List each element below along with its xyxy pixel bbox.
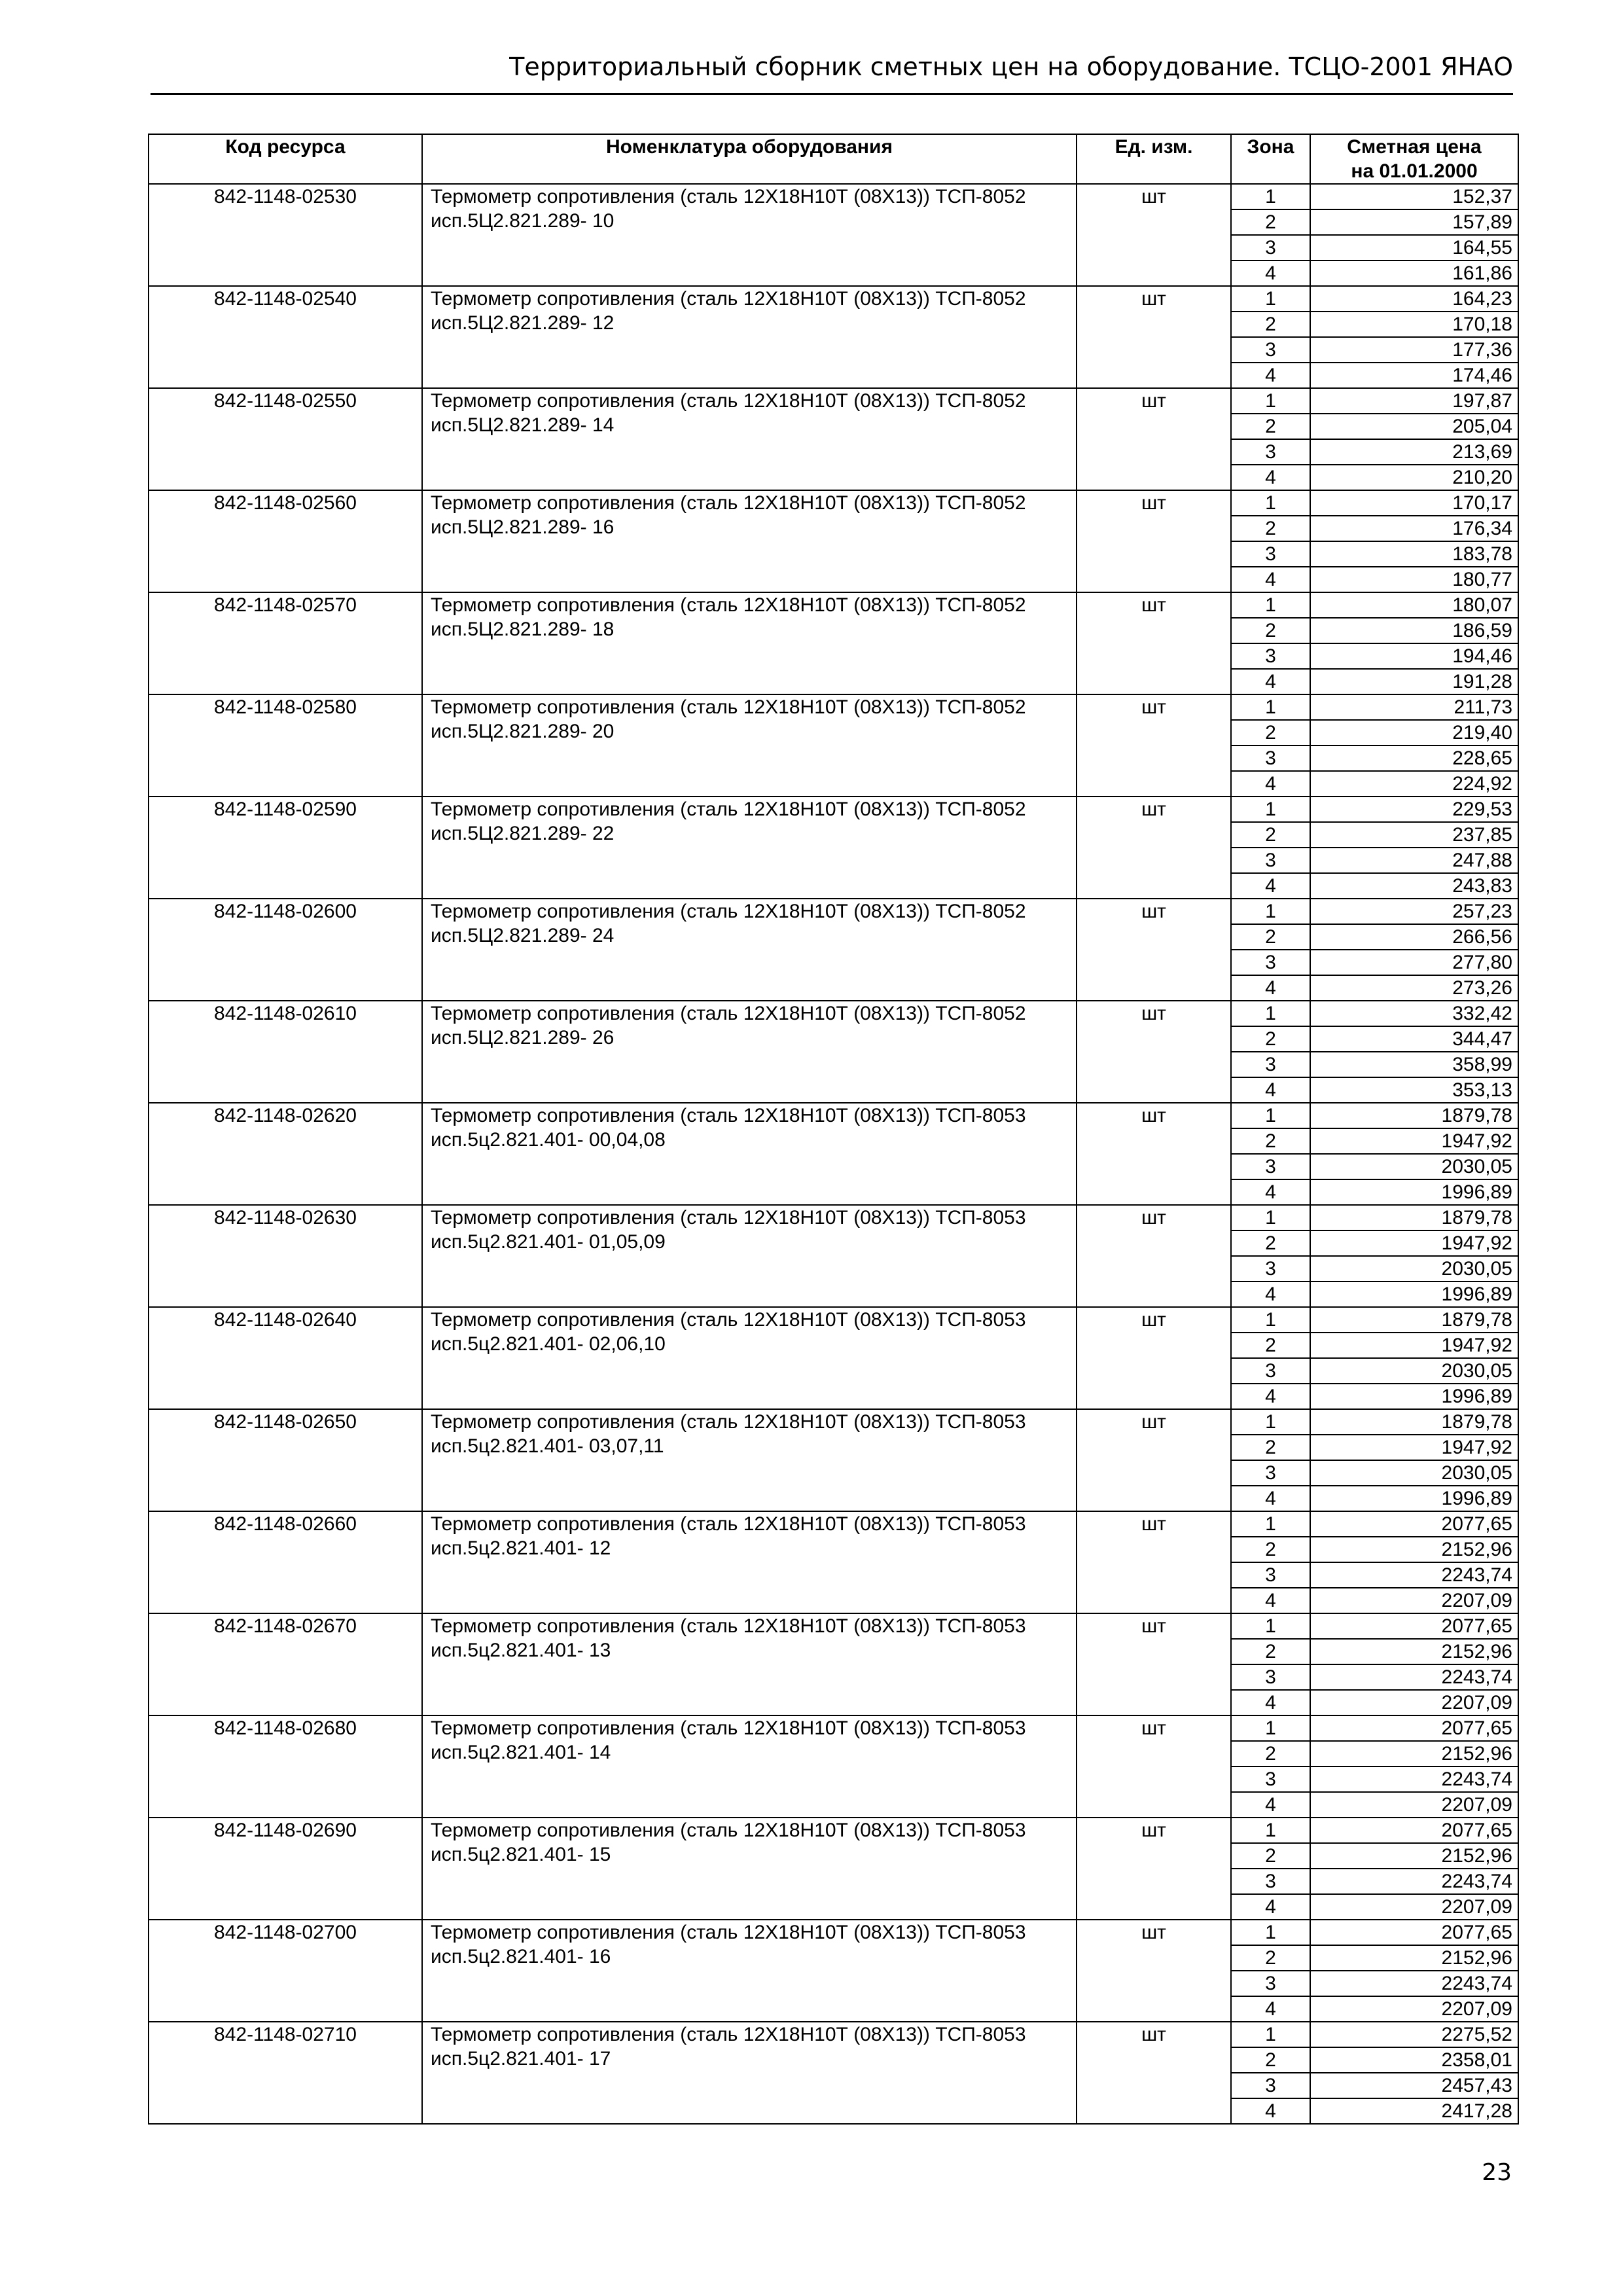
column-header-zone: Зона (1231, 134, 1310, 184)
zone-cell: 3 (1231, 1256, 1310, 1282)
zone-cell: 1 (1231, 1920, 1310, 1945)
zone-cell: 4 (1231, 771, 1310, 797)
column-header-price-line1: Сметная цена (1347, 136, 1482, 158)
unit-cell: шт (1077, 184, 1231, 286)
price-cell: 2243,74 (1310, 1664, 1518, 1690)
price-cell: 228,65 (1310, 745, 1518, 771)
zone-cell: 2 (1231, 1843, 1310, 1869)
zone-cell: 4 (1231, 873, 1310, 899)
zone-cell: 3 (1231, 643, 1310, 669)
zone-cell: 2 (1231, 924, 1310, 950)
resource-code-cell: 842-1148-02570 (149, 592, 422, 694)
price-cell: 277,80 (1310, 950, 1518, 975)
price-cell: 174,46 (1310, 363, 1518, 388)
equipment-name-cell: Термометр сопротивления (сталь 12Х18Н10Т (08Х13)) ТСП-8052 исп.5Ц2.821.289- 22 (422, 797, 1077, 899)
price-table (148, 134, 1519, 2125)
price-cell: 157,89 (1310, 209, 1518, 235)
zone-cell: 4 (1231, 975, 1310, 1001)
zone-cell: 2 (1231, 1435, 1310, 1460)
zone-cell: 1 (1231, 2022, 1310, 2047)
unit-cell: шт (1077, 797, 1231, 899)
price-cell: 2077,65 (1310, 1511, 1518, 1537)
zone-cell: 1 (1231, 1818, 1310, 1843)
table-row (149, 899, 1518, 924)
table-row (149, 1818, 1518, 1843)
zone-cell: 3 (1231, 1664, 1310, 1690)
unit-cell: шт (1077, 1715, 1231, 1818)
price-cell: 197,87 (1310, 388, 1518, 414)
zone-cell: 4 (1231, 1588, 1310, 1613)
zone-cell: 1 (1231, 1307, 1310, 1333)
zone-cell: 1 (1231, 694, 1310, 720)
price-cell: 2152,96 (1310, 1639, 1518, 1664)
table-row (149, 286, 1518, 312)
resource-code-cell: 842-1148-02610 (149, 1001, 422, 1103)
unit-cell: шт (1077, 1511, 1231, 1613)
zone-cell: 3 (1231, 439, 1310, 465)
column-header-price-line2: на 01.01.2000 (1351, 160, 1478, 182)
price-cell: 358,99 (1310, 1052, 1518, 1077)
price-cell: 266,56 (1310, 924, 1518, 950)
resource-code-cell: 842-1148-02530 (149, 184, 422, 286)
equipment-name-cell: Термометр сопротивления (сталь 12Х18Н10Т (08Х13)) ТСП-8053 исп.5ц2.821.401- 01,05,09 (422, 1205, 1077, 1307)
zone-cell: 2 (1231, 1945, 1310, 1971)
price-cell: 213,69 (1310, 439, 1518, 465)
price-cell: 344,47 (1310, 1026, 1518, 1052)
price-cell: 183,78 (1310, 541, 1518, 567)
zone-cell: 1 (1231, 1409, 1310, 1435)
unit-cell: шт (1077, 1307, 1231, 1409)
unit-cell: шт (1077, 592, 1231, 694)
table-row (149, 1920, 1518, 1945)
resource-code-cell: 842-1148-02550 (149, 388, 422, 490)
zone-cell: 3 (1231, 1869, 1310, 1894)
price-cell: 2077,65 (1310, 1818, 1518, 1843)
price-cell: 180,77 (1310, 567, 1518, 592)
equipment-name-cell: Термометр сопротивления (сталь 12Х18Н10Т (08Х13)) ТСП-8053 исп.5ц2.821.401- 15 (422, 1818, 1077, 1920)
unit-cell: шт (1077, 1409, 1231, 1511)
zone-cell: 2 (1231, 1333, 1310, 1358)
equipment-name-cell: Термометр сопротивления (сталь 12Х18Н10Т (08Х13)) ТСП-8053 исп.5ц2.821.401- 16 (422, 1920, 1077, 2022)
zone-cell: 1 (1231, 1001, 1310, 1026)
equipment-name-cell: Термометр сопротивления (сталь 12Х18Н10Т (08Х13)) ТСП-8052 исп.5Ц2.821.289- 24 (422, 899, 1077, 1001)
price-cell: 2077,65 (1310, 1920, 1518, 1945)
price-cell: 1947,92 (1310, 1333, 1518, 1358)
zone-cell: 4 (1231, 1282, 1310, 1307)
column-header-name: Номенклатура оборудования (422, 134, 1077, 184)
price-cell: 2207,09 (1310, 1996, 1518, 2022)
zone-cell: 2 (1231, 2047, 1310, 2073)
table-row (149, 694, 1518, 720)
price-cell: 332,42 (1310, 1001, 1518, 1026)
price-cell: 219,40 (1310, 720, 1518, 745)
price-cell: 224,92 (1310, 771, 1518, 797)
zone-cell: 2 (1231, 720, 1310, 745)
table-row (149, 1613, 1518, 1639)
zone-cell: 1 (1231, 1715, 1310, 1741)
equipment-name-cell: Термометр сопротивления (сталь 12Х18Н10Т (08Х13)) ТСП-8053 исп.5ц2.821.401- 02,06,10 (422, 1307, 1077, 1409)
table-header-row (149, 134, 1518, 184)
equipment-name-cell: Термометр сопротивления (сталь 12Х18Н10Т (08Х13)) ТСП-8053 исп.5ц2.821.401- 14 (422, 1715, 1077, 1818)
table-row (149, 490, 1518, 516)
price-cell: 1996,89 (1310, 1486, 1518, 1511)
price-cell: 2243,74 (1310, 1971, 1518, 1996)
zone-cell: 2 (1231, 1639, 1310, 1664)
zone-cell: 3 (1231, 1971, 1310, 1996)
zone-cell: 2 (1231, 312, 1310, 337)
unit-cell: шт (1077, 899, 1231, 1001)
table-row (149, 592, 1518, 618)
price-cell: 1947,92 (1310, 1435, 1518, 1460)
unit-cell: шт (1077, 1920, 1231, 2022)
zone-cell: 2 (1231, 618, 1310, 643)
zone-cell: 2 (1231, 516, 1310, 541)
zone-cell: 3 (1231, 2073, 1310, 2098)
zone-cell: 3 (1231, 1052, 1310, 1077)
price-cell: 2207,09 (1310, 1792, 1518, 1818)
price-cell: 194,46 (1310, 643, 1518, 669)
equipment-name-cell: Термометр сопротивления (сталь 12Х18Н10Т (08Х13)) ТСП-8052 исп.5Ц2.821.289- 26 (422, 1001, 1077, 1103)
price-cell: 1996,89 (1310, 1179, 1518, 1205)
price-cell: 2030,05 (1310, 1256, 1518, 1282)
equipment-name-cell: Термометр сопротивления (сталь 12Х18Н10Т (08Х13)) ТСП-8053 исп.5ц2.821.401- 13 (422, 1613, 1077, 1715)
price-cell: 1879,78 (1310, 1307, 1518, 1333)
zone-cell: 1 (1231, 286, 1310, 312)
zone-cell: 3 (1231, 848, 1310, 873)
zone-cell: 2 (1231, 1230, 1310, 1256)
price-cell: 2243,74 (1310, 1869, 1518, 1894)
zone-cell: 3 (1231, 1767, 1310, 1792)
zone-cell: 4 (1231, 1894, 1310, 1920)
equipment-name-cell: Термометр сопротивления (сталь 12Х18Н10Т (08Х13)) ТСП-8052 исп.5Ц2.821.289- 12 (422, 286, 1077, 388)
price-cell: 2457,43 (1310, 2073, 1518, 2098)
column-header-price (1310, 134, 1518, 184)
zone-cell: 4 (1231, 363, 1310, 388)
zone-cell: 4 (1231, 1077, 1310, 1103)
price-cell: 2207,09 (1310, 1894, 1518, 1920)
zone-cell: 3 (1231, 950, 1310, 975)
zone-cell: 4 (1231, 260, 1310, 286)
table-row (149, 1511, 1518, 1537)
price-cell: 176,34 (1310, 516, 1518, 541)
resource-code-cell: 842-1148-02690 (149, 1818, 422, 1920)
unit-cell: шт (1077, 286, 1231, 388)
price-cell: 170,18 (1310, 312, 1518, 337)
price-cell: 164,55 (1310, 235, 1518, 260)
zone-cell: 3 (1231, 1460, 1310, 1486)
equipment-name-cell: Термометр сопротивления (сталь 12Х18Н10Т (08Х13)) ТСП-8053 исп.5ц2.821.401- 00,04,08 (422, 1103, 1077, 1205)
price-cell: 2030,05 (1310, 1154, 1518, 1179)
zone-cell: 4 (1231, 2098, 1310, 2124)
price-cell: 353,13 (1310, 1077, 1518, 1103)
column-header-unit: Ед. изм. (1077, 134, 1231, 184)
equipment-name-cell: Термометр сопротивления (сталь 12Х18Н10Т (08Х13)) ТСП-8052 исп.5Ц2.821.289- 18 (422, 592, 1077, 694)
price-cell: 2030,05 (1310, 1358, 1518, 1384)
zone-cell: 1 (1231, 899, 1310, 924)
table-row (149, 1205, 1518, 1230)
zone-cell: 4 (1231, 1792, 1310, 1818)
resource-code-cell: 842-1148-02700 (149, 1920, 422, 2022)
table-row (149, 1103, 1518, 1128)
column-header-code: Код ресурса (149, 134, 422, 184)
resource-code-cell: 842-1148-02600 (149, 899, 422, 1001)
price-cell: 161,86 (1310, 260, 1518, 286)
resource-code-cell: 842-1148-02650 (149, 1409, 422, 1511)
zone-cell: 3 (1231, 337, 1310, 363)
zone-cell: 1 (1231, 490, 1310, 516)
table-row (149, 184, 1518, 209)
zone-cell: 3 (1231, 235, 1310, 260)
price-cell: 2358,01 (1310, 2047, 1518, 2073)
price-cell: 177,36 (1310, 337, 1518, 363)
price-cell: 164,23 (1310, 286, 1518, 312)
zone-cell: 1 (1231, 1613, 1310, 1639)
zone-cell: 3 (1231, 1358, 1310, 1384)
zone-cell: 1 (1231, 592, 1310, 618)
table-body (149, 184, 1518, 2124)
table-row (149, 1307, 1518, 1333)
zone-cell: 4 (1231, 1384, 1310, 1409)
zone-cell: 1 (1231, 1103, 1310, 1128)
price-cell: 1879,78 (1310, 1205, 1518, 1230)
unit-cell: шт (1077, 1103, 1231, 1205)
zone-cell: 2 (1231, 414, 1310, 439)
price-cell: 186,59 (1310, 618, 1518, 643)
price-cell: 205,04 (1310, 414, 1518, 439)
equipment-name-cell: Термометр сопротивления (сталь 12Х18Н10Т (08Х13)) ТСП-8053 исп.5ц2.821.401- 12 (422, 1511, 1077, 1613)
price-cell: 273,26 (1310, 975, 1518, 1001)
price-cell: 2030,05 (1310, 1460, 1518, 1486)
resource-code-cell: 842-1148-02580 (149, 694, 422, 797)
table-row (149, 797, 1518, 822)
price-cell: 2152,96 (1310, 1945, 1518, 1971)
price-cell: 257,23 (1310, 899, 1518, 924)
resource-code-cell: 842-1148-02540 (149, 286, 422, 388)
zone-cell: 3 (1231, 541, 1310, 567)
price-cell: 1996,89 (1310, 1282, 1518, 1307)
price-cell: 2152,96 (1310, 1741, 1518, 1767)
zone-cell: 4 (1231, 1179, 1310, 1205)
equipment-name-cell: Термометр сопротивления (сталь 12Х18Н10Т (08Х13)) ТСП-8052 исп.5Ц2.821.289- 14 (422, 388, 1077, 490)
price-cell: 237,85 (1310, 822, 1518, 848)
equipment-name-cell: Термометр сопротивления (сталь 12Х18Н10Т (08Х13)) ТСП-8052 исп.5Ц2.821.289- 20 (422, 694, 1077, 797)
zone-cell: 2 (1231, 1537, 1310, 1562)
zone-cell: 2 (1231, 1741, 1310, 1767)
zone-cell: 2 (1231, 1128, 1310, 1154)
price-cell: 247,88 (1310, 848, 1518, 873)
unit-cell: шт (1077, 388, 1231, 490)
zone-cell: 4 (1231, 567, 1310, 592)
resource-code-cell: 842-1148-02710 (149, 2022, 422, 2124)
price-cell: 191,28 (1310, 669, 1518, 694)
zone-cell: 4 (1231, 1690, 1310, 1715)
zone-cell: 1 (1231, 184, 1310, 209)
table-row (149, 1715, 1518, 1741)
unit-cell: шт (1077, 694, 1231, 797)
resource-code-cell: 842-1148-02660 (149, 1511, 422, 1613)
price-cell: 1996,89 (1310, 1384, 1518, 1409)
zone-cell: 4 (1231, 1996, 1310, 2022)
resource-code-cell: 842-1148-02620 (149, 1103, 422, 1205)
table-row (149, 1001, 1518, 1026)
zone-cell: 4 (1231, 669, 1310, 694)
zone-cell: 1 (1231, 797, 1310, 822)
resource-code-cell: 842-1148-02670 (149, 1613, 422, 1715)
equipment-name-cell: Термометр сопротивления (сталь 12Х18Н10Т (08Х13)) ТСП-8053 исп.5ц2.821.401- 17 (422, 2022, 1077, 2124)
resource-code-cell: 842-1148-02680 (149, 1715, 422, 1818)
page-header: Территориальный сборник сметных цен на оборудование. ТСЦО-2001 ЯНАО (509, 52, 1513, 81)
price-cell: 1947,92 (1310, 1128, 1518, 1154)
price-cell: 2275,52 (1310, 2022, 1518, 2047)
unit-cell: шт (1077, 1205, 1231, 1307)
unit-cell: шт (1077, 1001, 1231, 1103)
price-cell: 152,37 (1310, 184, 1518, 209)
table-row (149, 2022, 1518, 2047)
price-cell: 2243,74 (1310, 1767, 1518, 1792)
table-row (149, 388, 1518, 414)
resource-code-cell: 842-1148-02560 (149, 490, 422, 592)
zone-cell: 2 (1231, 822, 1310, 848)
price-cell: 211,73 (1310, 694, 1518, 720)
resource-code-cell: 842-1148-02630 (149, 1205, 422, 1307)
price-cell: 2207,09 (1310, 1690, 1518, 1715)
zone-cell: 1 (1231, 388, 1310, 414)
price-cell: 2417,28 (1310, 2098, 1518, 2124)
zone-cell: 3 (1231, 745, 1310, 771)
zone-cell: 1 (1231, 1205, 1310, 1230)
zone-cell: 2 (1231, 209, 1310, 235)
price-cell: 2207,09 (1310, 1588, 1518, 1613)
price-cell: 2243,74 (1310, 1562, 1518, 1588)
price-cell: 170,17 (1310, 490, 1518, 516)
unit-cell: шт (1077, 2022, 1231, 2124)
price-cell: 229,53 (1310, 797, 1518, 822)
price-cell: 243,83 (1310, 873, 1518, 899)
zone-cell: 1 (1231, 1511, 1310, 1537)
unit-cell: шт (1077, 490, 1231, 592)
equipment-name-cell: Термометр сопротивления (сталь 12Х18Н10Т (08Х13)) ТСП-8052 исп.5Ц2.821.289- 16 (422, 490, 1077, 592)
price-cell: 210,20 (1310, 465, 1518, 490)
price-cell: 2152,96 (1310, 1843, 1518, 1869)
price-cell: 1879,78 (1310, 1103, 1518, 1128)
unit-cell: шт (1077, 1613, 1231, 1715)
price-cell: 2152,96 (1310, 1537, 1518, 1562)
price-cell: 2077,65 (1310, 1715, 1518, 1741)
price-cell: 180,07 (1310, 592, 1518, 618)
price-cell: 1879,78 (1310, 1409, 1518, 1435)
resource-code-cell: 842-1148-02590 (149, 797, 422, 899)
price-cell: 2077,65 (1310, 1613, 1518, 1639)
equipment-name-cell: Термометр сопротивления (сталь 12Х18Н10Т (08Х13)) ТСП-8052 исп.5Ц2.821.289- 10 (422, 184, 1077, 286)
page-number: 23 (1482, 2159, 1512, 2186)
header-rule (151, 93, 1513, 95)
zone-cell: 3 (1231, 1562, 1310, 1588)
resource-code-cell: 842-1148-02640 (149, 1307, 422, 1409)
zone-cell: 3 (1231, 1154, 1310, 1179)
zone-cell: 2 (1231, 1026, 1310, 1052)
equipment-name-cell: Термометр сопротивления (сталь 12Х18Н10Т (08Х13)) ТСП-8053 исп.5ц2.821.401- 03,07,11 (422, 1409, 1077, 1511)
price-cell: 1947,92 (1310, 1230, 1518, 1256)
unit-cell: шт (1077, 1818, 1231, 1920)
zone-cell: 4 (1231, 465, 1310, 490)
table-row (149, 1409, 1518, 1435)
zone-cell: 4 (1231, 1486, 1310, 1511)
